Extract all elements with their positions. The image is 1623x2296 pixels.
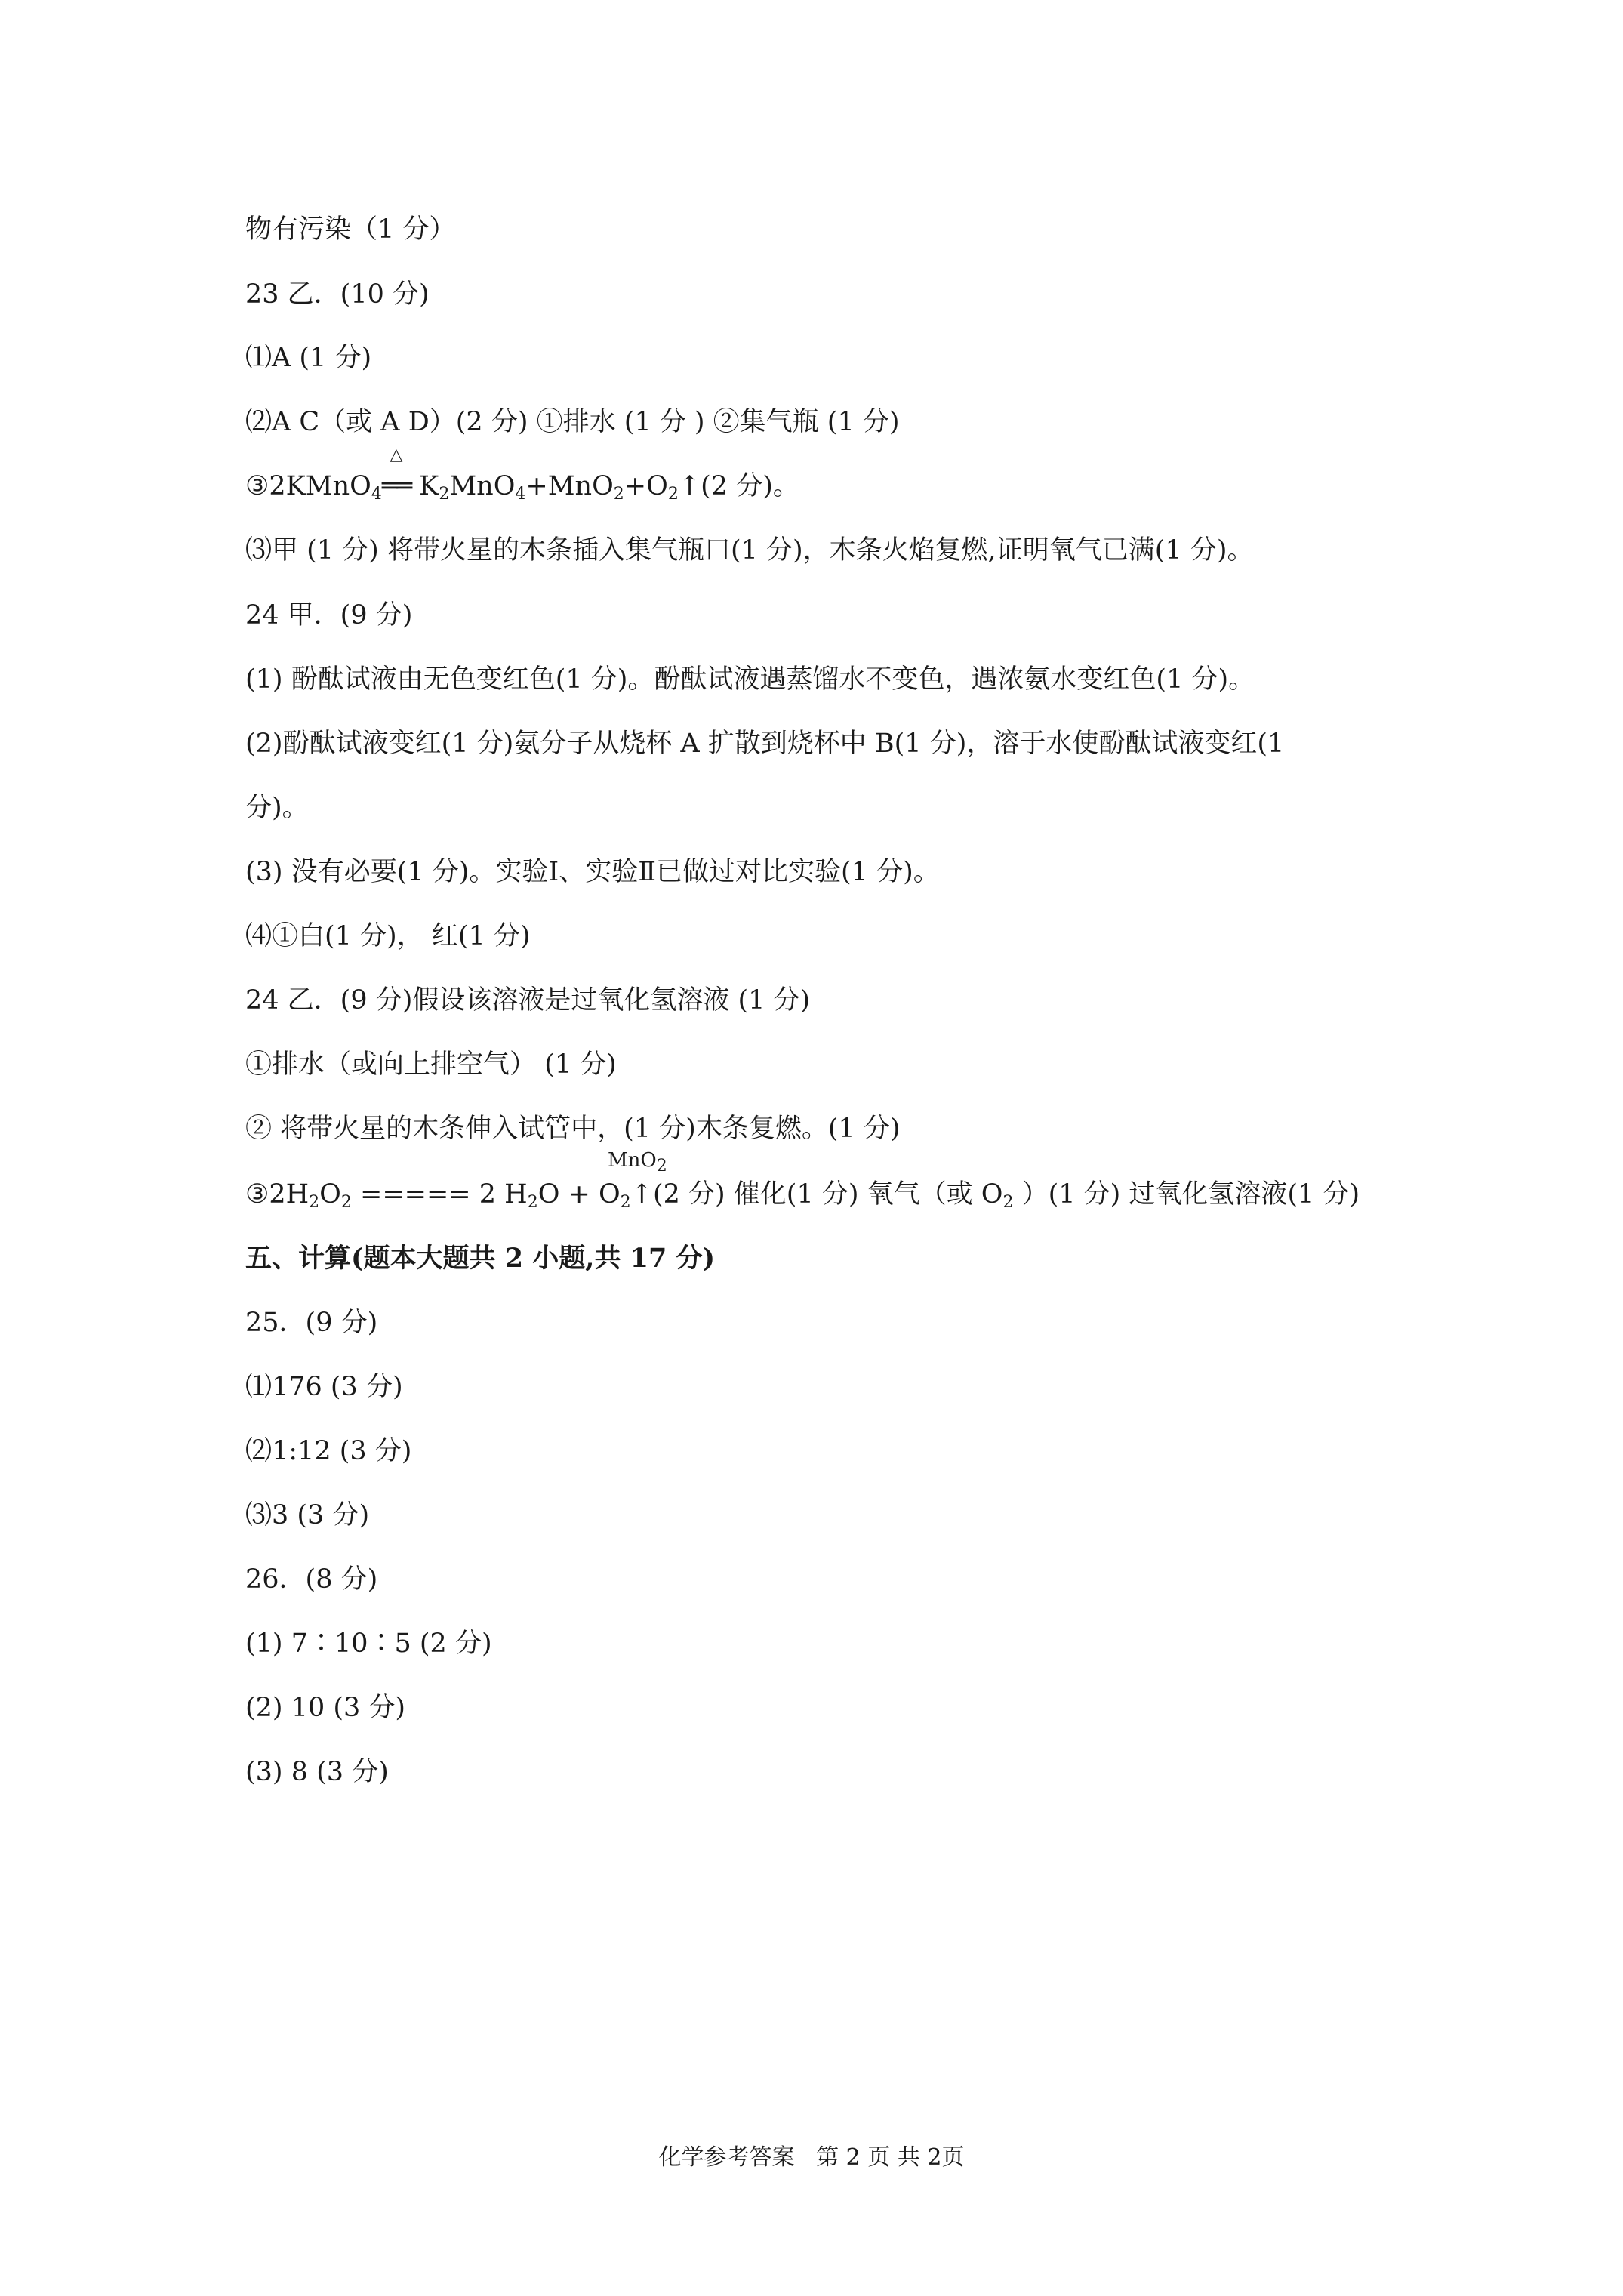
question-25-heading: 25．(9 分) <box>245 1308 378 1338</box>
text-line-21: ⑶3 (3 分) <box>245 1500 370 1530</box>
eq-sub: 2 <box>620 1193 631 1212</box>
eq-part: +O <box>624 471 668 501</box>
text-line-14: ①排水（或向上排空气） (1 分) <box>245 1049 617 1080</box>
text-line-19: ⑴176 (3 分) <box>245 1372 403 1402</box>
eq-part: ）(1 分) 过氧化氢溶液(1 分) <box>1013 1179 1360 1210</box>
text-line-25: (3) 8 (3 分) <box>245 1757 389 1787</box>
eq-sub: 2 <box>527 1193 538 1212</box>
eq-sub: 2 <box>439 485 450 504</box>
text-line-1: 物有污染（1 分） <box>245 214 456 245</box>
eq-sub: 4 <box>371 485 382 504</box>
equation-kmno4 <box>245 445 799 504</box>
eq-sub: 2 <box>613 485 624 504</box>
text-line-10: 分)。 <box>245 793 309 823</box>
eq-sub: 2 <box>340 1193 352 1212</box>
text-line-24: (2) 10 (3 分) <box>245 1693 406 1723</box>
text-line-20: ⑵1:12 (3 分) <box>245 1436 412 1466</box>
heat-arrow <box>381 445 411 503</box>
text-line-11: (3) 没有必要(1 分)。实验Ⅰ、实验Ⅱ已做过对比实验(1 分)。 <box>245 857 940 887</box>
text-line-15: ② 将带火星的木条伸入试管中，(1 分)木条复燃。(1 分) <box>245 1114 901 1144</box>
eq-part: ③2H <box>245 1179 310 1210</box>
section-five-heading: 五、计算(题本大题共 2 小题,共 17 分) <box>245 1243 716 1274</box>
equation-h2o2 <box>245 1149 1360 1212</box>
text-line-23: (1) 7∶10∶5 (2 分) <box>245 1629 492 1659</box>
eq-part: ===== 2 H <box>351 1179 528 1210</box>
question-26-heading: 26．(8 分) <box>245 1564 378 1595</box>
heat-condition: △ <box>390 445 403 464</box>
question-24a-heading: 24 甲．(9 分) <box>245 600 413 630</box>
question-24b-heading: 24 乙．(9 分)假设该溶液是过氧化氢溶液 (1 分) <box>245 985 811 1015</box>
question-23b-heading: 23 乙．(10 分) <box>245 279 430 310</box>
text-line-8: (1) 酚酞试液由无色变红色(1 分)。酚酞试液遇蒸馏水不变色，遇浓氨水变红色(1 分)。 <box>245 664 1255 695</box>
eq-sub: 2 <box>667 485 679 504</box>
eq-part: MnO <box>449 471 516 501</box>
eq-part: K <box>411 471 439 501</box>
eq-part: ③2KMnO <box>245 471 371 501</box>
equals-sign: ══ <box>381 471 411 501</box>
text-line-4: ⑵A C（或 A D）(2 分) ①排水 (1 分 ) ②集气瓶 (1 分) <box>245 407 900 437</box>
eq-part: +MnO <box>525 471 614 501</box>
eq-part: ↑(2 分) 催化(1 分) 氧气（或 O <box>630 1179 1003 1210</box>
eq-sub: 4 <box>515 485 526 504</box>
text-line-3: ⑴A (1 分) <box>245 343 372 373</box>
text-line-12: ⑷①白(1 分)， 红(1 分) <box>245 921 531 951</box>
eq-part: O <box>319 1179 341 1210</box>
catalyst-sub: 2 <box>656 1157 667 1176</box>
catalyst-text: MnO <box>608 1149 657 1172</box>
eq-sub: 2 <box>309 1193 320 1212</box>
page-footer: 化学参考答案 第 2 页 共 2页 <box>658 2144 965 2171</box>
eq-sub: 2 <box>1002 1193 1014 1212</box>
eq-part: O + O <box>537 1179 621 1210</box>
text-line-6: ⑶甲 (1 分) 将带火星的木条插入集气瓶口(1 分)，木条火焰复燃,证明氧气已满(1 分)。 <box>245 535 1254 566</box>
eq-part: ↑(2 分)。 <box>678 471 799 501</box>
text-line-9: (2)酚酞试液变红(1 分)氨分子从烧杯 A 扩散到烧杯中 B(1 分)，溶于水使酚酞试液变红(1 <box>245 729 1285 759</box>
catalyst-condition <box>608 1149 667 1176</box>
